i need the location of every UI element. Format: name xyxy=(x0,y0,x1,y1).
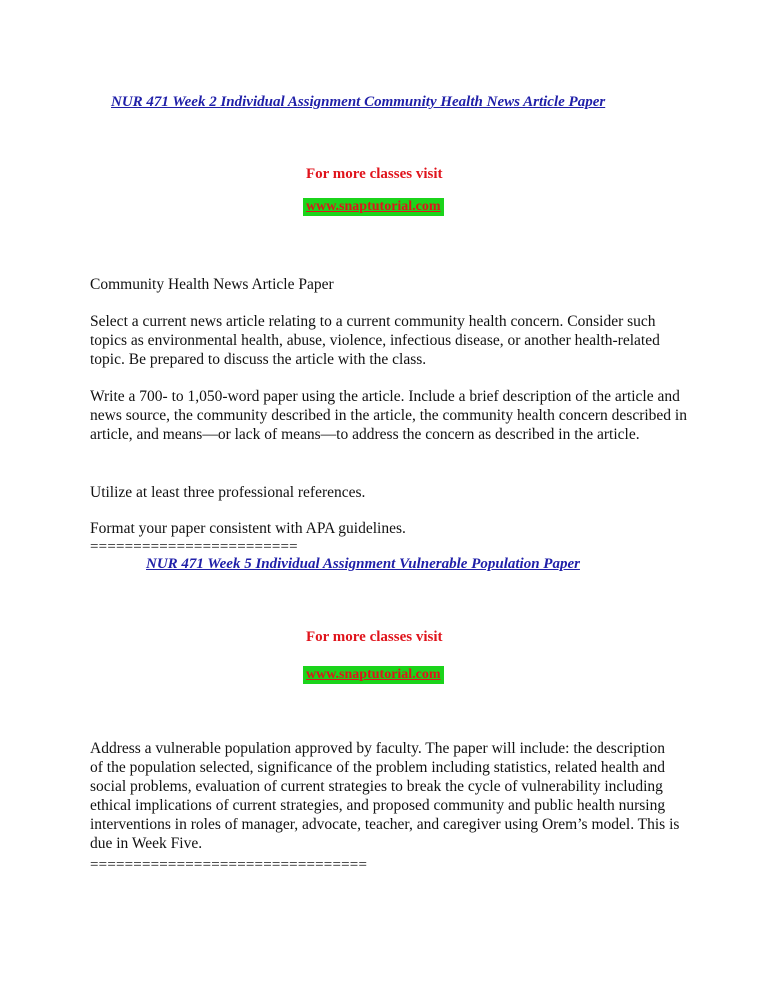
vulnerable-population-paragraph: Address a vulnerable population approved by faculty. The paper will include: the description of the population selected, significance of the problem including statistics, related health and social problems, evaluation of current strategies to break the cycle of vulnerability including ethical implications of current strategies, and proposed community and public health nursing interventions in roles of manager, advocate, teacher, and caregiver using Orem’s model. This is due in Week Five. xyxy=(90,740,680,852)
references-requirement-paragraph: Utilize at least three professional references. xyxy=(90,484,366,501)
snaptutorial-link[interactable]: www.snaptutorial.com xyxy=(303,198,444,216)
apa-format-paragraph: Format your paper consistent with APA guidelines. xyxy=(90,520,406,537)
for-more-classes-text: For more classes visit xyxy=(306,629,443,645)
week5-assignment-title-link[interactable]: NUR 471 Week 5 Individual Assignment Vulnerable Population Paper xyxy=(146,556,580,572)
assignment-requirements-paragraph: Write a 700- to 1,050-word paper using the article. Include a brief description of the article and news source, the community described in the article, the community health concern described in article, and means—or lack of means—to address the concern as described in the article. xyxy=(90,388,687,443)
assignment-subtitle: Community Health News Article Paper xyxy=(90,276,334,293)
snaptutorial-link[interactable]: www.snaptutorial.com xyxy=(303,666,444,684)
week2-assignment-title-link[interactable]: NUR 471 Week 2 Individual Assignment Community Health News Article Paper xyxy=(111,94,606,110)
section-separator: ======================== xyxy=(90,539,298,555)
section-separator: ================================ xyxy=(90,857,368,873)
for-more-classes-text: For more classes visit xyxy=(306,166,443,182)
assignment-instructions-paragraph: Select a current news article relating to a current community health concern. Consider such topics as environmental health, abuse, violence, infectious disease, or another health-related topic. Be prepared to discuss the article with the class. xyxy=(90,313,660,368)
